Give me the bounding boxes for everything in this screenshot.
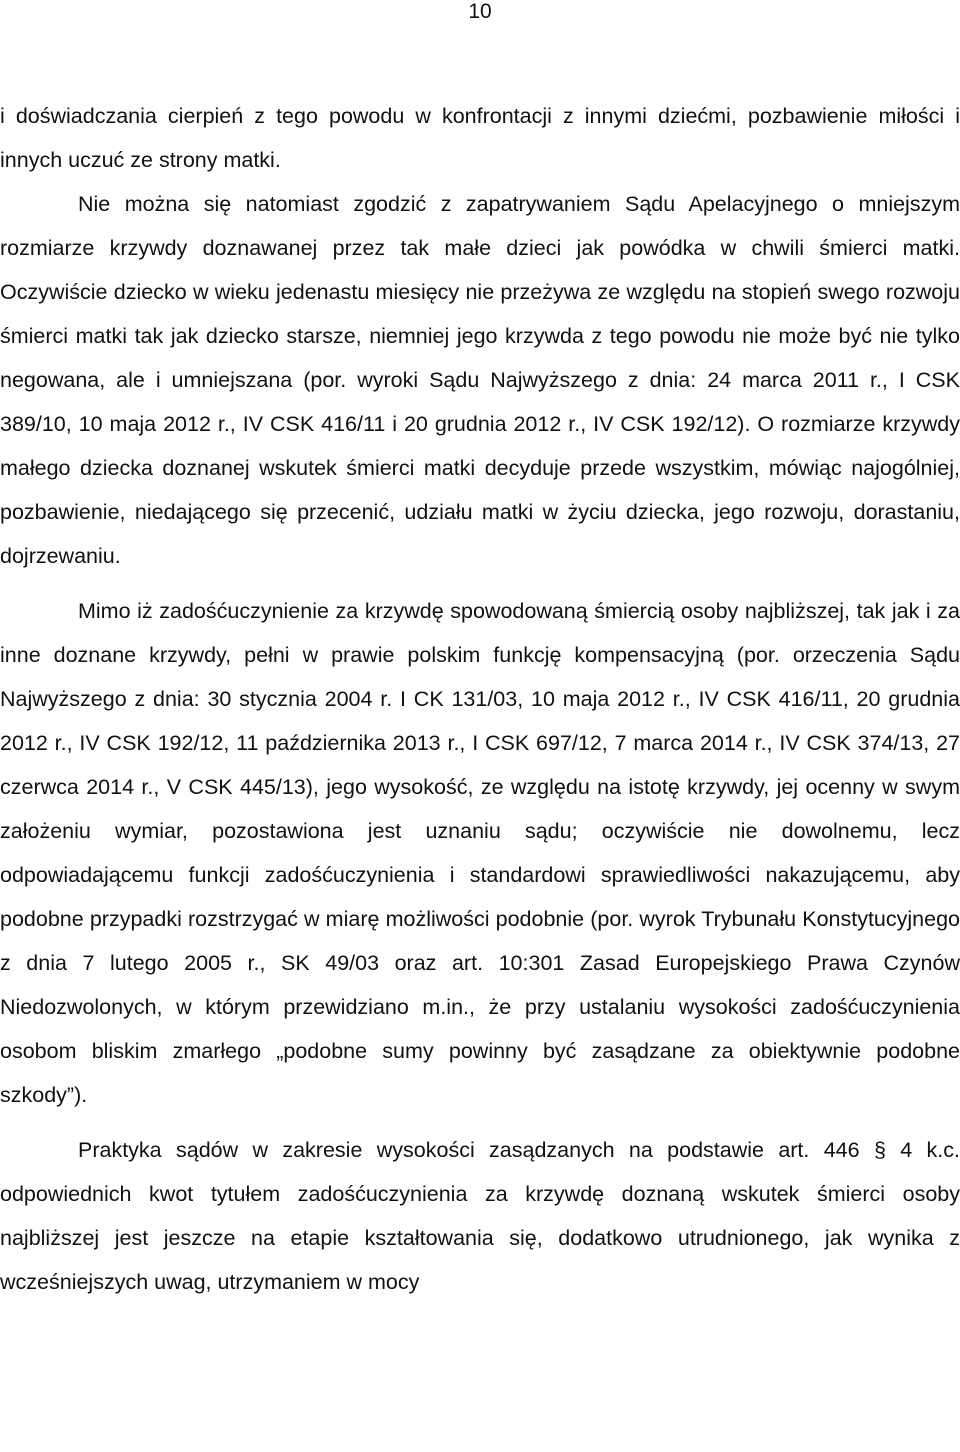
paragraph-1: i doświadczania cierpień z tego powodu w konfrontacji z innymi dziećmi, pozbawienie miłości i innych uczuć ze strony matki. [0, 104, 960, 172]
paragraph-gap [0, 1117, 960, 1128]
paragraph-gap [0, 578, 960, 589]
paragraph-4: Praktyka sądów w zakresie wysokości zasądzanych na podstawie art. 446 § 4 k.c. odpowiednich kwot tytułem zadośćuczynienia za krzywdę doznaną wskutek śmierci osoby najbliższej jest jeszcze na etapie kształtowania się, dodatkowo utrudnionego, jak wynika z wcześniejszych uwag, utrzymaniem w mocy [0, 1138, 960, 1294]
paragraph-2: Nie można się natomiast zgodzić z zapatrywaniem Sądu Apelacyjnego o mniejszym rozmiarze krzywdy doznawanej przez tak małe dzieci jak powódka w chwili śmierci matki. Oczywiście dziecko w wieku jedenastu miesięcy nie przeżywa ze względu na stopień swego rozwoju śmierci matki tak jak dziecko starsze, niemniej jego krzywda z tego powodu nie może być nie tylko negowana, ale i umniejszana (por. wyroki Sądu Najwyższego z dnia: 24 marca 2011 r., I CSK 389/10, 10 maja 2012 r., IV CSK 416/11 i 20 grudnia 2012 r., IV CSK 192/12). O rozmiarze krzywdy małego dziecka doznanej wskutek śmierci matki decyduje przede wszystkim, mówiąc najogólniej, pozbawienie, niedającego się przecenić, udziału matki w życiu dziecka, jego rozwoju, dorastaniu, dojrzewaniu. [0, 192, 960, 568]
page-number: 10 [468, 0, 492, 23]
paragraph-3: Mimo iż zadośćuczynienie za krzywdę spowodowaną śmiercią osoby najbliższej, tak jak i za inne doznane krzywdy, pełni w prawie polskim funkcję kompensacyjną (por. orzeczenia Sądu Najwyższego z dnia: 30 stycznia 2004 r. I CK 131/03, 10 maja 2012 r., IV CSK 416/11, 20 grudnia 2012 r., IV CSK 192/12, 11 października 2013 r., I CSK 697/12, 7 marca 2014 r., IV CSK 374/13, 27 czerwca 2014 r., V CSK 445/13), jego wysokość, ze względu na istotę krzywdy, jej ocenny w swym założeniu wymiar, pozostawiona jest uznaniu sądu; oczywiście nie dowolnemu, lecz odpowiadającemu funkcji zadośćuczynienia i standardowi sprawiedliwości nakazującemu, aby podobne przypadki rozstrzygać w miarę możliwości podobnie (por. wyrok Trybunału Konstytucyjnego z dnia 7 lutego 2005 r., SK 49/03 oraz art. 10:301 Zasad Europejskiego Prawa Czynów Niedozwolonych, w którym przewidziano m.in., że przy ustalaniu wysokości zadośćuczynienia osobom bliskim zmarłego „podobne sumy powinny być zasądzane za obiektywnie podobne szkody”). [0, 599, 960, 1107]
document-body [0, 94, 960, 1304]
